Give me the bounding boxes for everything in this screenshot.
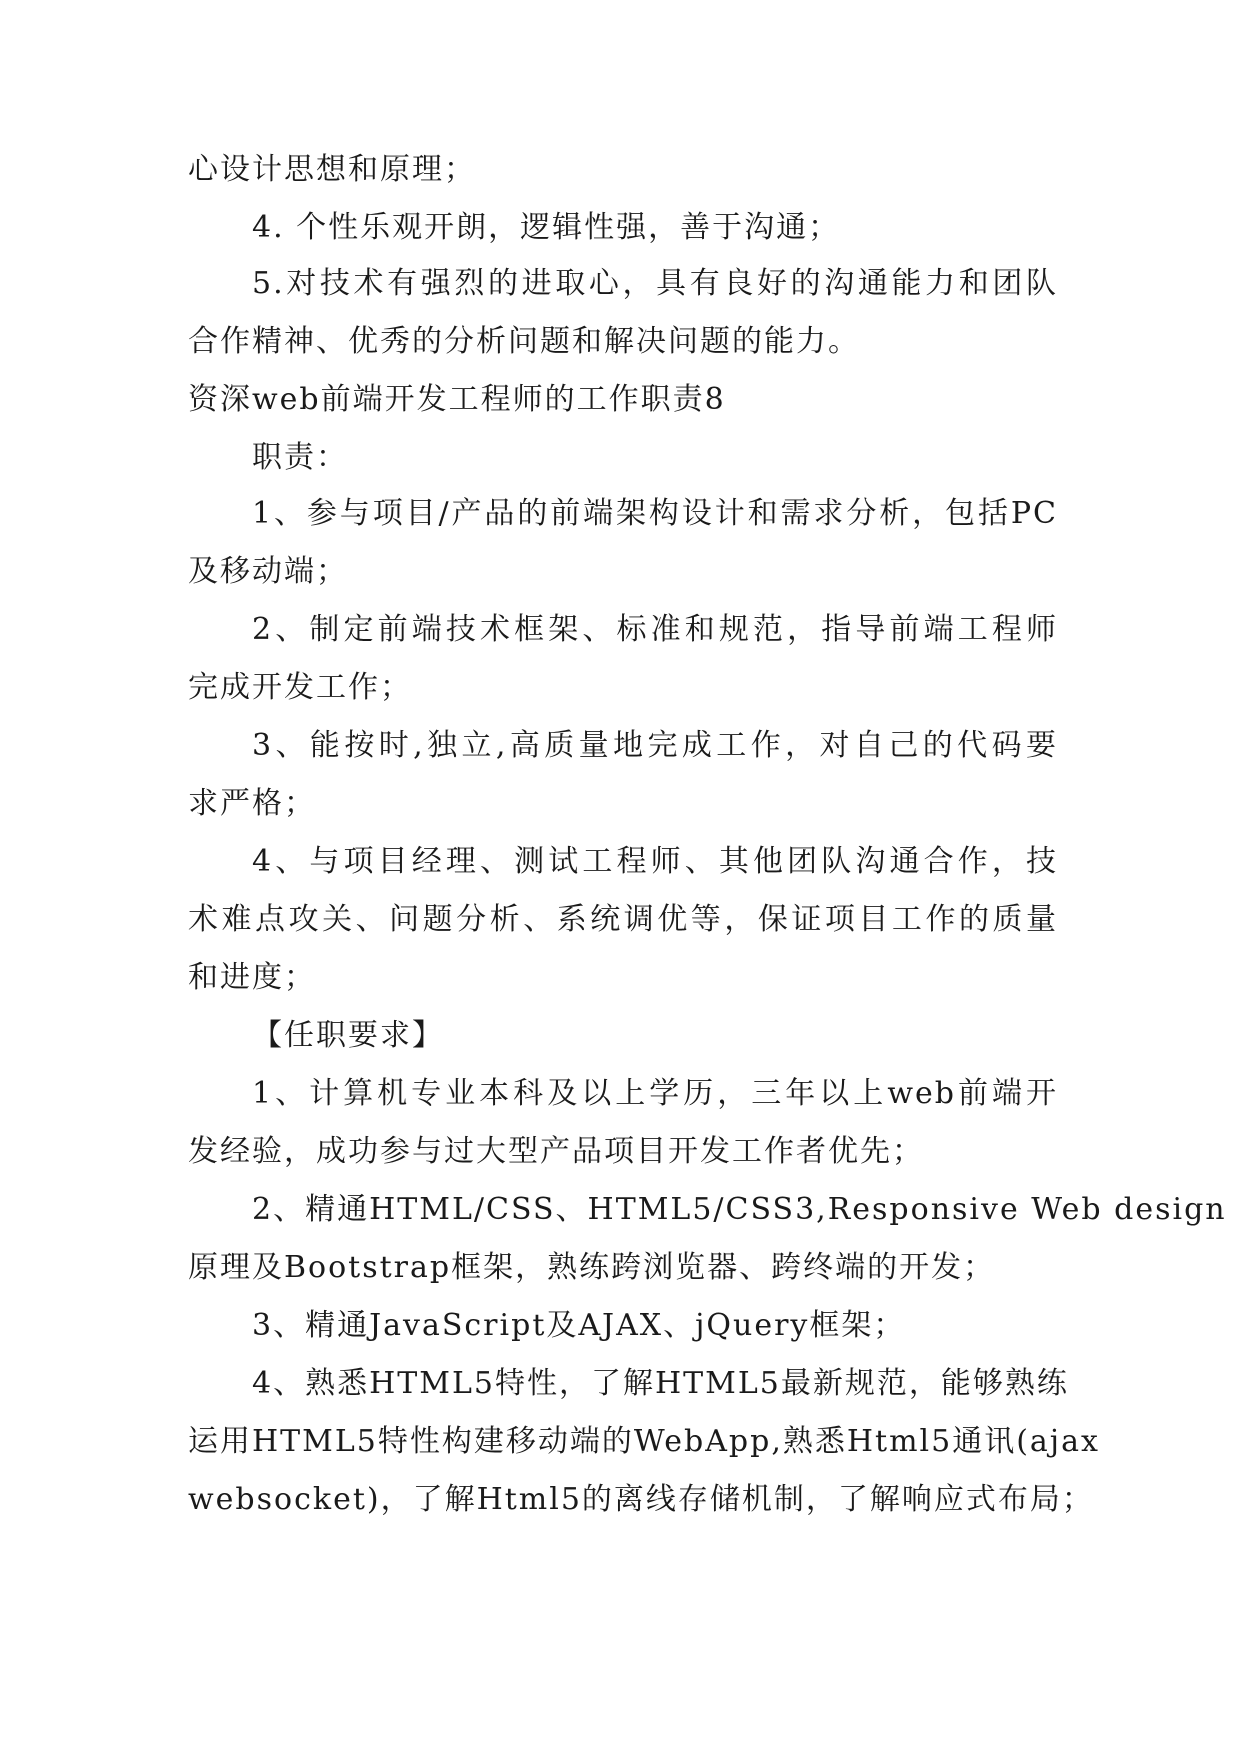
text-line: 心设计思想和原理； xyxy=(188,152,476,187)
responsibility-4: 4、与项目经理、测试工程师、其他团队沟通合作，技 xyxy=(252,844,1058,879)
section-heading: 资深web前端开发工程师的工作职责8 xyxy=(188,382,726,417)
requirement-2: 2、精通HTML/CSS、HTML5/CSS3,Responsive Web design xyxy=(252,1192,1227,1227)
text-line: 合作精神、优秀的分析问题和解决问题的能力。 xyxy=(188,324,860,359)
text-line: 运用HTML5特性构建移动端的WebApp,熟悉Html5通讯(ajax xyxy=(188,1424,1100,1459)
list-item-4: 4. 个性乐观开朗，逻辑性强，善于沟通； xyxy=(252,210,841,245)
text-line: websocket)，了解Html5的离线存储机制，了解响应式布局； xyxy=(188,1482,1094,1517)
text-line: 原理及Bootstrap框架，熟练跨浏览器、跨终端的开发； xyxy=(188,1250,996,1285)
text-line: 及移动端； xyxy=(188,554,348,589)
responsibilities-heading: 职责： xyxy=(252,440,348,475)
text-line: 完成开发工作； xyxy=(188,670,412,705)
requirement-3: 3、精通JavaScript及AJAX、jQuery框架； xyxy=(252,1308,906,1343)
requirements-heading: 【任职要求】 xyxy=(252,1018,444,1053)
text-line: 发经验，成功参与过大型产品项目开发工作者优先； xyxy=(188,1134,924,1169)
responsibility-2: 2、制定前端技术框架、标准和规范，指导前端工程师 xyxy=(252,612,1058,647)
text-line: 和进度； xyxy=(188,960,316,995)
requirement-4: 4、熟悉HTML5特性，了解HTML5最新规范，能够熟练 xyxy=(252,1366,1069,1401)
responsibility-1: 1、参与项目/产品的前端架构设计和需求分析，包括PC xyxy=(252,496,1058,531)
text-line: 求严格； xyxy=(188,786,316,821)
text-line: 术难点攻关、问题分析、系统调优等，保证项目工作的质量 xyxy=(188,902,1058,937)
responsibility-3: 3、能按时,独立,高质量地完成工作，对自己的代码要 xyxy=(252,728,1058,763)
requirement-1: 1、计算机专业本科及以上学历，三年以上web前端开 xyxy=(252,1076,1058,1111)
list-item-5: 5.对技术有强烈的进取心，具有良好的沟通能力和团队 xyxy=(252,266,1058,301)
